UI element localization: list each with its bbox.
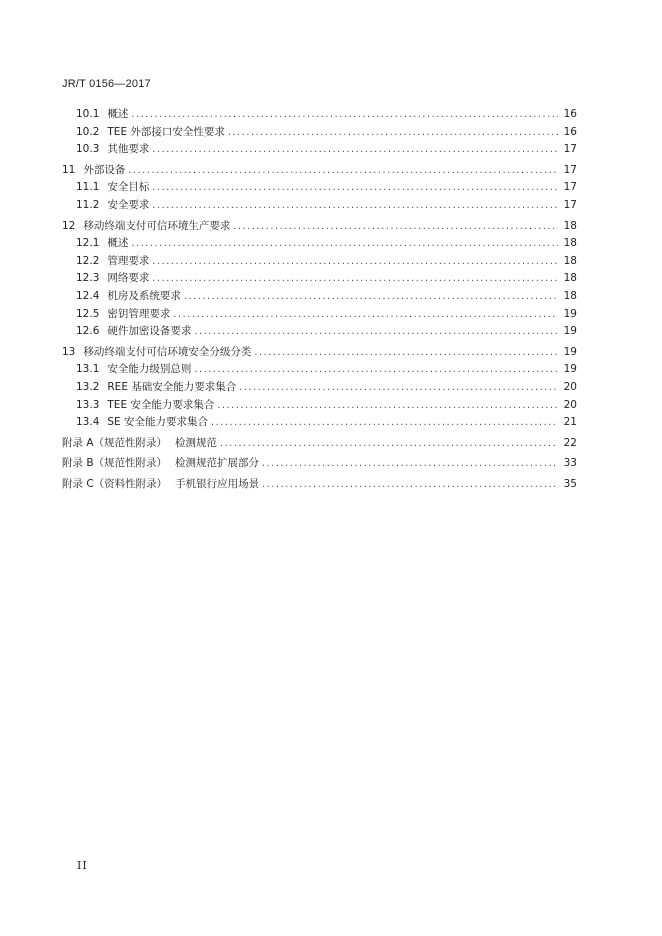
toc-entry[interactable] [62, 141, 577, 159]
toc-entry-page: 17 [563, 143, 577, 156]
toc-entry[interactable] [62, 124, 577, 142]
toc-dot-leader [233, 218, 558, 236]
toc-entry-number: 12 [62, 219, 76, 232]
toc-dot-leader [254, 344, 558, 362]
toc-dot-leader [211, 414, 558, 432]
toc-entry-page: 21 [563, 416, 577, 429]
toc-dot-leader [228, 124, 558, 142]
toc-entry-page: 33 [563, 457, 577, 470]
toc-entry-title: 手机银行应用场景 [175, 477, 260, 490]
toc-entry[interactable] [62, 344, 577, 362]
toc-entry-number: 13.1 [76, 363, 100, 376]
toc-entry-title: 硬件加密设备要求 [107, 325, 192, 338]
toc-entry-page: 16 [563, 108, 577, 120]
toc-entry[interactable] [62, 197, 577, 215]
toc-entry-number: 12.3 [76, 272, 100, 285]
toc-entry-title: 网络要求 [107, 272, 150, 285]
toc-entry-title: 密钥管理要求 [107, 307, 171, 320]
toc-entry-title: 移动终端支付可信环境生产要求 [83, 219, 231, 232]
toc-entry-title: 外部设备 [83, 163, 126, 176]
toc-entry-page: 20 [563, 398, 577, 411]
toc-entry[interactable] [62, 455, 577, 473]
toc-entry-page: 18 [563, 237, 577, 250]
toc-entry-number: 附录 C（资料性附录） [62, 477, 168, 490]
toc-entry-number: 10.2 [76, 125, 100, 138]
toc-entry-page: 18 [563, 289, 577, 302]
toc-entry-number: 12.4 [76, 289, 100, 302]
toc-entry-number: 11.1 [76, 181, 100, 194]
toc-entry-page: 19 [563, 325, 577, 338]
toc-dot-leader [152, 253, 558, 271]
toc-entry-title: 安全要求 [107, 198, 150, 211]
toc-entry[interactable] [62, 288, 577, 306]
toc-entry-page: 18 [563, 219, 577, 232]
toc-dot-leader [262, 455, 558, 473]
toc-entry[interactable] [62, 270, 577, 288]
toc-entry-page: 17 [563, 198, 577, 211]
toc-dot-leader [173, 306, 558, 324]
toc-entry[interactable] [62, 235, 577, 253]
toc-entry[interactable] [62, 435, 577, 453]
toc-entry[interactable] [62, 361, 577, 379]
toc-entry[interactable] [62, 414, 577, 432]
toc-entry-page: 20 [563, 380, 577, 393]
toc-entry-title: 移动终端支付可信环境安全分级分类 [83, 345, 252, 358]
toc-entry-number: 11 [62, 163, 76, 176]
toc-entry-number: 附录 A（规范性附录） [62, 436, 168, 449]
toc-dot-leader [239, 379, 558, 397]
toc-entry-number: 12.6 [76, 325, 100, 338]
toc-entry-page: 19 [563, 345, 577, 358]
toc-entry-title: 机房及系统要求 [107, 289, 181, 302]
toc-entry-title: 安全目标 [107, 181, 150, 194]
toc-entry[interactable] [62, 323, 577, 341]
toc-entry-number: 12.2 [76, 254, 100, 267]
toc-dot-leader [152, 197, 558, 215]
toc-entry-title: 检测规范扩展部分 [175, 457, 260, 470]
toc-entry[interactable] [62, 379, 577, 397]
toc-dot-leader [152, 270, 558, 288]
toc-entry-title: TEE 安全能力要求集合 [107, 398, 215, 411]
page-number-footer: II [77, 859, 88, 872]
toc-entry-title: TEE 外部接口安全性要求 [107, 125, 225, 138]
toc-entry[interactable] [62, 253, 577, 271]
toc-entry-number: 11.2 [76, 198, 100, 211]
toc-entry-title: 概述 [107, 108, 129, 120]
toc-dot-leader [131, 235, 558, 253]
toc-dot-leader [131, 106, 558, 124]
toc-dot-leader [220, 435, 558, 453]
toc-entry-number: 12.1 [76, 237, 100, 250]
table-of-contents [62, 106, 577, 493]
toc-dot-leader [128, 162, 558, 180]
toc-dot-leader [184, 288, 558, 306]
toc-entry-number: 附录 B（规范性附录） [62, 457, 168, 470]
toc-entry-number: 13.4 [76, 416, 100, 429]
toc-entry[interactable] [62, 218, 577, 236]
toc-dot-leader [194, 323, 558, 341]
document-code-header: JR/T 0156—2017 [62, 78, 151, 90]
toc-entry-number: 10.1 [76, 108, 100, 120]
toc-entry-title: REE 基础安全能力要求集合 [107, 380, 237, 393]
toc-entry-title: 安全能力级别总则 [107, 363, 192, 376]
toc-entry-page: 18 [563, 254, 577, 267]
toc-entry-page: 19 [563, 363, 577, 376]
toc-entry-page: 35 [563, 477, 577, 490]
toc-dot-leader [194, 361, 558, 379]
toc-entry-title: 检测规范 [175, 436, 218, 449]
toc-entry-title: 管理要求 [107, 254, 150, 267]
toc-entry-page: 17 [563, 181, 577, 194]
toc-dot-leader [262, 476, 558, 494]
toc-entry-number: 10.3 [76, 143, 100, 156]
toc-dot-leader [152, 179, 558, 197]
toc-entry-title: SE 安全能力要求集合 [107, 416, 209, 429]
toc-entry-title: 概述 [107, 237, 129, 250]
toc-dot-leader [152, 141, 558, 159]
toc-entry-page: 22 [563, 436, 577, 449]
toc-entry-number: 12.5 [76, 307, 100, 320]
toc-entry[interactable] [62, 476, 577, 494]
toc-entry-title: 其他要求 [107, 143, 150, 156]
toc-entry-number: 13.2 [76, 380, 100, 393]
toc-entry-page: 16 [563, 125, 577, 138]
toc-entry-page: 18 [563, 272, 577, 285]
toc-entry[interactable] [62, 306, 577, 324]
toc-entry-number: 13 [62, 345, 76, 358]
toc-entry-page: 19 [563, 307, 577, 320]
toc-entry[interactable] [62, 179, 577, 197]
toc-entry-page: 17 [563, 163, 577, 176]
toc-entry-number: 13.3 [76, 398, 100, 411]
toc-dot-leader [217, 397, 558, 415]
toc-entry[interactable] [62, 397, 577, 415]
toc-entry[interactable] [62, 106, 577, 124]
toc-entry[interactable] [62, 162, 577, 180]
